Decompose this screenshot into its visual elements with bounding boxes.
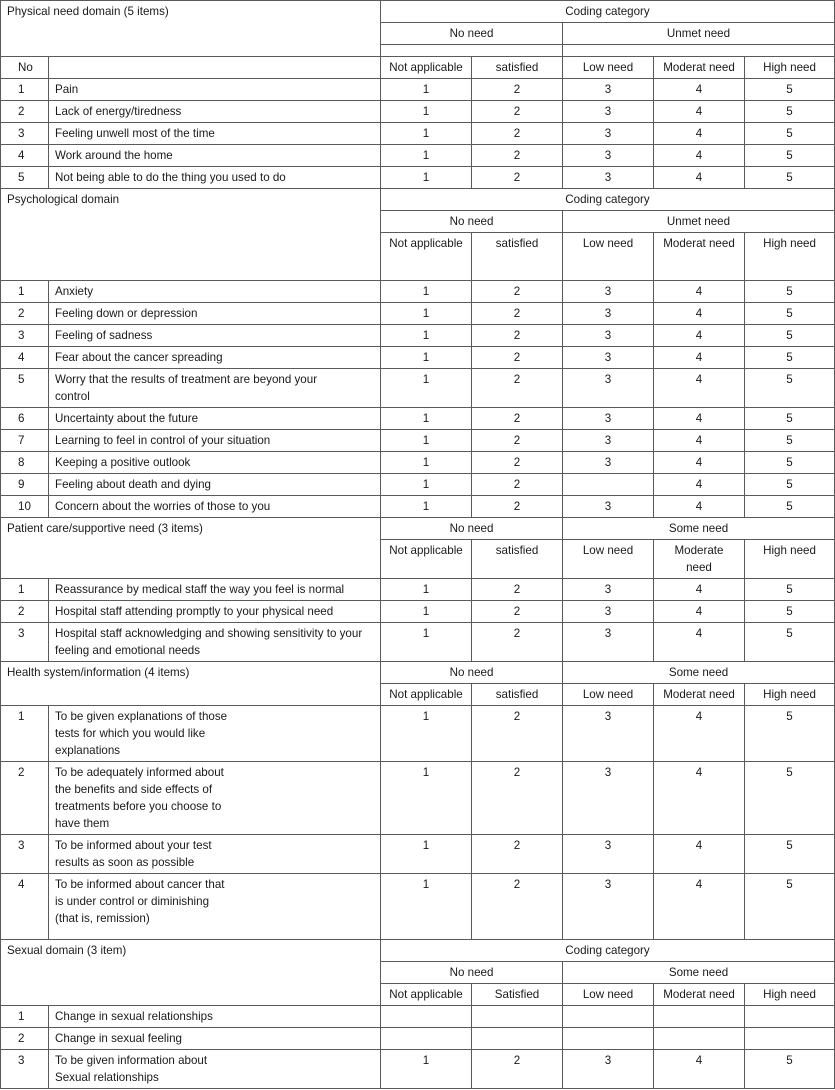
unmet-need-header: Unmet need (563, 211, 835, 233)
code-moderate-need (654, 1028, 745, 1050)
code-satisfied: 2 (472, 408, 563, 430)
code-low-need: 3 (563, 101, 654, 123)
not-applicable-header: Not applicable (381, 233, 472, 281)
high-need-header: High need (745, 540, 835, 579)
table-row (1, 762, 835, 835)
code-high-need: 5 (745, 145, 835, 167)
code-low-need: 3 (563, 1050, 654, 1089)
item-label: To be adequately informed about the benefits and side effects of treatments before you choose to have them (49, 762, 381, 835)
no-need-header: No need (381, 962, 563, 984)
item-number: 3 (1, 123, 49, 145)
code-not-applicable: 1 (381, 706, 472, 762)
table-row (1, 452, 835, 474)
table-row (1, 430, 835, 452)
no-need-header: No need (381, 211, 563, 233)
unmet-need-header: Unmet need (563, 23, 835, 45)
table-row (1, 835, 835, 874)
code-not-applicable: 1 (381, 347, 472, 369)
code-high-need: 5 (745, 474, 835, 496)
satisfied-header: satisfied (472, 233, 563, 281)
code-satisfied: 2 (472, 101, 563, 123)
code-moderate-need (654, 1006, 745, 1028)
high-need-header: High need (745, 233, 835, 281)
code-satisfied: 2 (472, 579, 563, 601)
item-label: Feeling of sadness (49, 325, 381, 347)
high-need-header: High need (745, 984, 835, 1006)
code-moderate-need: 4 (654, 369, 745, 408)
not-applicable-header: Not applicable (381, 684, 472, 706)
code-moderate-need: 4 (654, 874, 745, 940)
code-satisfied: 2 (472, 430, 563, 452)
code-moderate-need: 4 (654, 325, 745, 347)
high-need-header: High need (745, 57, 835, 79)
item-number: 2 (1, 101, 49, 123)
item-label: To be given explanations of those tests for which you would like explanations (49, 706, 381, 762)
item-number: 5 (1, 369, 49, 408)
not-applicable-header: Not applicable (381, 57, 472, 79)
code-not-applicable: 1 (381, 623, 472, 662)
item-number: 2 (1, 1028, 49, 1050)
code-not-applicable: 1 (381, 1050, 472, 1089)
item-number: 1 (1, 1006, 49, 1028)
code-satisfied: 2 (472, 623, 563, 662)
code-moderate-need: 4 (654, 430, 745, 452)
code-high-need: 5 (745, 430, 835, 452)
code-low-need: 3 (563, 347, 654, 369)
item-label: Work around the home (49, 145, 381, 167)
code-moderate-need: 4 (654, 123, 745, 145)
code-low-need: 3 (563, 835, 654, 874)
item-label: Anxiety (49, 281, 381, 303)
code-not-applicable: 1 (381, 874, 472, 940)
item-number: 1 (1, 579, 49, 601)
code-satisfied: 2 (472, 325, 563, 347)
table-row (1, 123, 835, 145)
code-low-need: 3 (563, 452, 654, 474)
code-not-applicable: 1 (381, 123, 472, 145)
high-need-header: High need (745, 684, 835, 706)
satisfied-header: Satisfied (472, 984, 563, 1006)
item-label: Worry that the results of treatment are beyond your control (49, 369, 381, 408)
code-high-need: 5 (745, 452, 835, 474)
some-need-header: Some need (563, 662, 835, 684)
code-low-need: 3 (563, 145, 654, 167)
some-need-header: Some need (563, 962, 835, 984)
code-high-need: 5 (745, 623, 835, 662)
code-not-applicable: 1 (381, 303, 472, 325)
code-not-applicable: 1 (381, 474, 472, 496)
table-row (1, 1028, 835, 1050)
code-moderate-need: 4 (654, 303, 745, 325)
code-moderate-need: 4 (654, 281, 745, 303)
code-moderate-need: 4 (654, 167, 745, 189)
code-low-need: 3 (563, 325, 654, 347)
code-moderate-need: 4 (654, 79, 745, 101)
code-high-need: 5 (745, 281, 835, 303)
table-row (1, 167, 835, 189)
section-title-sexual: Sexual domain (3 item) (1, 940, 381, 1006)
moderate-need-header: Moderat need (654, 57, 745, 79)
code-low-need: 3 (563, 303, 654, 325)
item-label: Concern about the worries of those to you (49, 496, 381, 518)
item-label: To be informed about your test results as soon as possible (49, 835, 381, 874)
code-low-need (563, 474, 654, 496)
code-satisfied: 2 (472, 452, 563, 474)
item-number: 1 (1, 281, 49, 303)
code-moderate-need: 4 (654, 101, 745, 123)
item-label: Feeling down or depression (49, 303, 381, 325)
code-not-applicable: 1 (381, 325, 472, 347)
code-not-applicable: 1 (381, 835, 472, 874)
code-high-need: 5 (745, 79, 835, 101)
satisfied-header: satisfied (472, 540, 563, 579)
item-label: To be informed about cancer that is under control or diminishing (that is, remission) (49, 874, 381, 940)
coding-category-header: Coding category (381, 940, 835, 962)
item-label: Learning to feel in control of your situation (49, 430, 381, 452)
no-column-header: No (1, 57, 49, 79)
code-low-need: 3 (563, 579, 654, 601)
item-label: Pain (49, 79, 381, 101)
empty-header-cell (49, 57, 381, 79)
no-need-header: No need (381, 662, 563, 684)
code-not-applicable (381, 1028, 472, 1050)
code-not-applicable: 1 (381, 79, 472, 101)
code-high-need: 5 (745, 706, 835, 762)
low-need-header: Low need (563, 684, 654, 706)
code-moderate-need: 4 (654, 579, 745, 601)
code-high-need: 5 (745, 347, 835, 369)
item-number: 7 (1, 430, 49, 452)
code-satisfied: 2 (472, 347, 563, 369)
code-not-applicable: 1 (381, 369, 472, 408)
code-not-applicable: 1 (381, 101, 472, 123)
code-not-applicable: 1 (381, 496, 472, 518)
item-number: 4 (1, 145, 49, 167)
table-row (1, 303, 835, 325)
item-label: Fear about the cancer spreading (49, 347, 381, 369)
table-row (1, 1006, 835, 1028)
code-high-need: 5 (745, 874, 835, 940)
table-row (1, 325, 835, 347)
table-row (1, 579, 835, 601)
code-satisfied: 2 (472, 601, 563, 623)
code-low-need: 3 (563, 281, 654, 303)
item-number: 3 (1, 835, 49, 874)
section-title-physical: Physical need domain (5 items) (1, 1, 381, 57)
code-moderate-need: 4 (654, 452, 745, 474)
code-satisfied: 2 (472, 874, 563, 940)
low-need-header: Low need (563, 57, 654, 79)
satisfied-header: satisfied (472, 684, 563, 706)
item-label: Change in sexual feeling (49, 1028, 381, 1050)
code-not-applicable (381, 1006, 472, 1028)
item-label: Feeling about death and dying (49, 474, 381, 496)
code-not-applicable: 1 (381, 408, 472, 430)
code-not-applicable: 1 (381, 579, 472, 601)
code-low-need: 3 (563, 623, 654, 662)
item-number: 1 (1, 706, 49, 762)
table-row (1, 474, 835, 496)
no-need-header: No need (381, 23, 563, 45)
code-moderate-need: 4 (654, 1050, 745, 1089)
code-satisfied: 2 (472, 281, 563, 303)
code-moderate-need: 4 (654, 474, 745, 496)
item-number: 4 (1, 874, 49, 940)
code-satisfied: 2 (472, 835, 563, 874)
low-need-header: Low need (563, 984, 654, 1006)
empty-header-cell (381, 45, 563, 57)
code-high-need: 5 (745, 303, 835, 325)
code-satisfied: 2 (472, 145, 563, 167)
table-row (1, 601, 835, 623)
code-high-need: 5 (745, 408, 835, 430)
code-not-applicable: 1 (381, 601, 472, 623)
code-high-need: 5 (745, 167, 835, 189)
code-satisfied: 2 (472, 1050, 563, 1089)
section-title-patient-care: Patient care/supportive need (3 items) (1, 518, 381, 579)
coding-category-header: Coding category (381, 189, 835, 211)
code-moderate-need: 4 (654, 623, 745, 662)
code-low-need: 3 (563, 79, 654, 101)
code-low-need: 3 (563, 123, 654, 145)
table-row (1, 1050, 835, 1089)
item-number: 2 (1, 762, 49, 835)
item-number: 6 (1, 408, 49, 430)
section-title-psychological: Psychological domain (1, 189, 381, 281)
item-number: 1 (1, 79, 49, 101)
code-low-need: 3 (563, 167, 654, 189)
code-satisfied: 2 (472, 79, 563, 101)
table-row (1, 369, 835, 408)
item-number: 2 (1, 303, 49, 325)
item-number: 4 (1, 347, 49, 369)
code-high-need: 5 (745, 101, 835, 123)
code-low-need: 3 (563, 762, 654, 835)
item-number: 10 (1, 496, 49, 518)
code-moderate-need: 4 (654, 145, 745, 167)
code-low-need (563, 1006, 654, 1028)
code-moderate-need: 4 (654, 706, 745, 762)
code-satisfied (472, 1028, 563, 1050)
code-not-applicable: 1 (381, 281, 472, 303)
table-row (1, 347, 835, 369)
table-row (1, 145, 835, 167)
item-label: Keeping a positive outlook (49, 452, 381, 474)
code-high-need (745, 1028, 835, 1050)
code-moderate-need: 4 (654, 496, 745, 518)
table-row (1, 79, 835, 101)
item-number: 3 (1, 623, 49, 662)
low-need-header: Low need (563, 233, 654, 281)
code-high-need: 5 (745, 1050, 835, 1089)
section-title-health-system: Health system/information (4 items) (1, 662, 381, 706)
code-satisfied: 2 (472, 496, 563, 518)
item-number: 5 (1, 167, 49, 189)
code-high-need: 5 (745, 835, 835, 874)
item-label: Change in sexual relationships (49, 1006, 381, 1028)
code-high-need: 5 (745, 601, 835, 623)
code-high-need: 5 (745, 762, 835, 835)
code-low-need: 3 (563, 408, 654, 430)
low-need-header: Low need (563, 540, 654, 579)
code-low-need: 3 (563, 874, 654, 940)
item-label: Not being able to do the thing you used to do (49, 167, 381, 189)
code-satisfied: 2 (472, 706, 563, 762)
code-high-need: 5 (745, 325, 835, 347)
code-high-need: 5 (745, 496, 835, 518)
code-not-applicable: 1 (381, 452, 472, 474)
no-need-header: No need (381, 518, 563, 540)
not-applicable-header: Not applicable (381, 540, 472, 579)
table-row (1, 101, 835, 123)
item-number: 3 (1, 1050, 49, 1089)
item-number: 2 (1, 601, 49, 623)
code-low-need: 3 (563, 601, 654, 623)
code-not-applicable: 1 (381, 167, 472, 189)
not-applicable-header: Not applicable (381, 984, 472, 1006)
moderate-need-header: Moderat need (654, 233, 745, 281)
empty-header-cell (563, 45, 835, 57)
table-row (1, 408, 835, 430)
code-moderate-need: 4 (654, 347, 745, 369)
code-high-need: 5 (745, 369, 835, 408)
code-satisfied: 2 (472, 474, 563, 496)
coding-category-header: Coding category (381, 1, 835, 23)
item-label: Hospital staff attending promptly to your physical need (49, 601, 381, 623)
code-satisfied (472, 1006, 563, 1028)
code-not-applicable: 1 (381, 762, 472, 835)
item-number: 9 (1, 474, 49, 496)
code-high-need (745, 1006, 835, 1028)
moderate-need-header: Moderat need (654, 984, 745, 1006)
code-moderate-need: 4 (654, 601, 745, 623)
code-satisfied: 2 (472, 369, 563, 408)
code-low-need: 3 (563, 706, 654, 762)
moderate-need-header: Moderat need (654, 684, 745, 706)
code-moderate-need: 4 (654, 762, 745, 835)
item-label: Uncertainty about the future (49, 408, 381, 430)
item-label: Reassurance by medical staff the way you feel is normal (49, 579, 381, 601)
code-low-need: 3 (563, 430, 654, 452)
code-satisfied: 2 (472, 167, 563, 189)
code-high-need: 5 (745, 123, 835, 145)
code-satisfied: 2 (472, 123, 563, 145)
code-low-need: 3 (563, 369, 654, 408)
code-moderate-need: 4 (654, 835, 745, 874)
item-label: To be given information about Sexual relationships (49, 1050, 381, 1089)
satisfied-header: satisfied (472, 57, 563, 79)
item-label: Hospital staff acknowledging and showing sensitivity to your feeling and emotional needs (49, 623, 381, 662)
code-high-need: 5 (745, 579, 835, 601)
code-low-need (563, 1028, 654, 1050)
item-number: 8 (1, 452, 49, 474)
code-moderate-need: 4 (654, 408, 745, 430)
table-row (1, 496, 835, 518)
table-row (1, 281, 835, 303)
code-not-applicable: 1 (381, 145, 472, 167)
code-not-applicable: 1 (381, 430, 472, 452)
item-number: 3 (1, 325, 49, 347)
table-row (1, 623, 835, 662)
some-need-header: Some need (563, 518, 835, 540)
item-label: Lack of energy/tiredness (49, 101, 381, 123)
item-label: Feeling unwell most of the time (49, 123, 381, 145)
code-low-need: 3 (563, 496, 654, 518)
table-row (1, 706, 835, 762)
table-row (1, 874, 835, 940)
code-satisfied: 2 (472, 303, 563, 325)
moderate-need-header: Moderate need (654, 540, 745, 579)
code-satisfied: 2 (472, 762, 563, 835)
